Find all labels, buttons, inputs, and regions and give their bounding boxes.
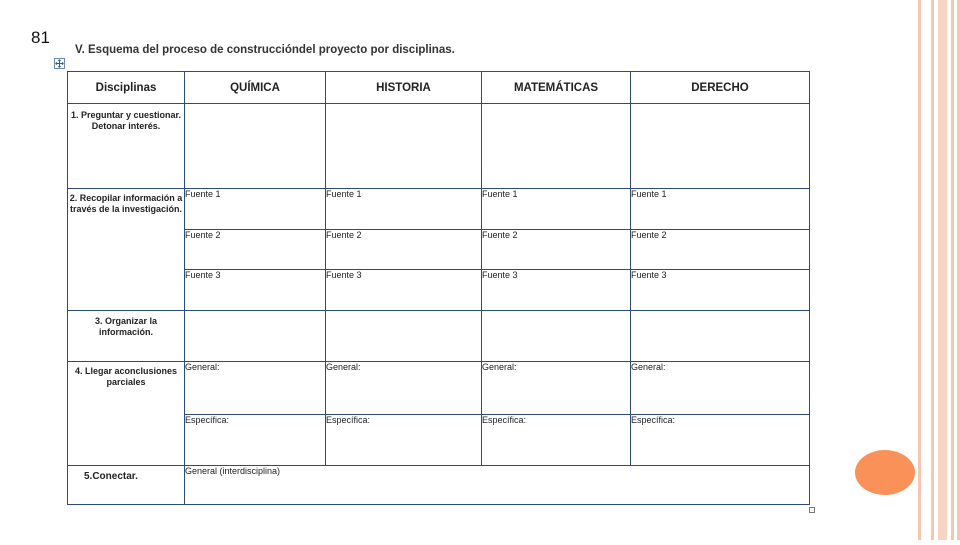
table-cell[interactable]: Fuente 1 [482, 189, 631, 230]
table-cell[interactable]: General: [631, 362, 810, 415]
table-cell[interactable]: Específica: [185, 415, 326, 466]
header-quimica: QUÍMICA [185, 72, 326, 104]
table-cell[interactable]: Fuente 3 [326, 270, 482, 311]
slide-number: 81 [31, 28, 50, 47]
table-cell[interactable] [482, 311, 631, 362]
table-cell[interactable] [631, 104, 810, 189]
stage-4-row-1 [68, 362, 810, 415]
table-cell[interactable]: Fuente 2 [185, 230, 326, 270]
interdisciplinary-cell[interactable]: General (interdisciplina) [185, 466, 810, 505]
accent-circle [855, 450, 915, 495]
header-row [68, 72, 810, 104]
table-cell[interactable]: Fuente 2 [482, 230, 631, 270]
stage-2-label: 2. Recopilar información a través de la investigación. [68, 189, 185, 311]
stage-5-row [68, 466, 810, 505]
table-cell[interactable]: Fuente 1 [631, 189, 810, 230]
table-cell[interactable] [185, 311, 326, 362]
stage-3-row [68, 311, 810, 362]
table-cell[interactable]: Fuente 3 [185, 270, 326, 311]
stage-1-row [68, 104, 810, 189]
move-arrows-icon [55, 59, 64, 68]
table-cell[interactable]: Fuente 1 [185, 189, 326, 230]
stage-2-row-1 [68, 189, 810, 230]
process-table [67, 71, 810, 505]
table-cell[interactable]: Fuente 3 [482, 270, 631, 311]
table-move-icon[interactable] [54, 58, 65, 69]
table-cell[interactable] [326, 104, 482, 189]
table-cell[interactable]: Fuente 1 [326, 189, 482, 230]
stage-3-label: 3. Organizar la información. [68, 311, 185, 362]
table-cell[interactable]: Específica: [326, 415, 482, 466]
table-cell[interactable]: Fuente 3 [631, 270, 810, 311]
header-disciplinas: Disciplinas [68, 72, 185, 104]
table-cell[interactable]: General: [185, 362, 326, 415]
table-cell[interactable]: General: [326, 362, 482, 415]
header-derecho: DERECHO [631, 72, 810, 104]
table-cell[interactable] [185, 104, 326, 189]
stage-5-label: 5.Conectar. [68, 466, 185, 505]
stage-1-label: 1. Preguntar y cuestionar. Detonar interés. [68, 104, 185, 189]
table-cell[interactable]: Específica: [631, 415, 810, 466]
table-cell[interactable]: Fuente 2 [326, 230, 482, 270]
table-cell[interactable]: Específica: [482, 415, 631, 466]
stage-4-label: 4. Llegar aconclusiones parciales [68, 362, 185, 466]
table-cell[interactable]: Fuente 2 [631, 230, 810, 270]
table-cell[interactable]: General: [482, 362, 631, 415]
table-cell[interactable] [482, 104, 631, 189]
table-cell[interactable] [326, 311, 482, 362]
table-resize-icon[interactable] [809, 507, 815, 513]
stripes-graphic [918, 0, 960, 540]
header-historia: HISTORIA [326, 72, 482, 104]
decorative-stripes [918, 0, 960, 540]
table-cell[interactable] [631, 311, 810, 362]
header-matematicas: MATEMÁTICAS [482, 72, 631, 104]
document-title: V. Esquema del proceso de construccióndel proyecto por disciplinas. [75, 44, 455, 56]
